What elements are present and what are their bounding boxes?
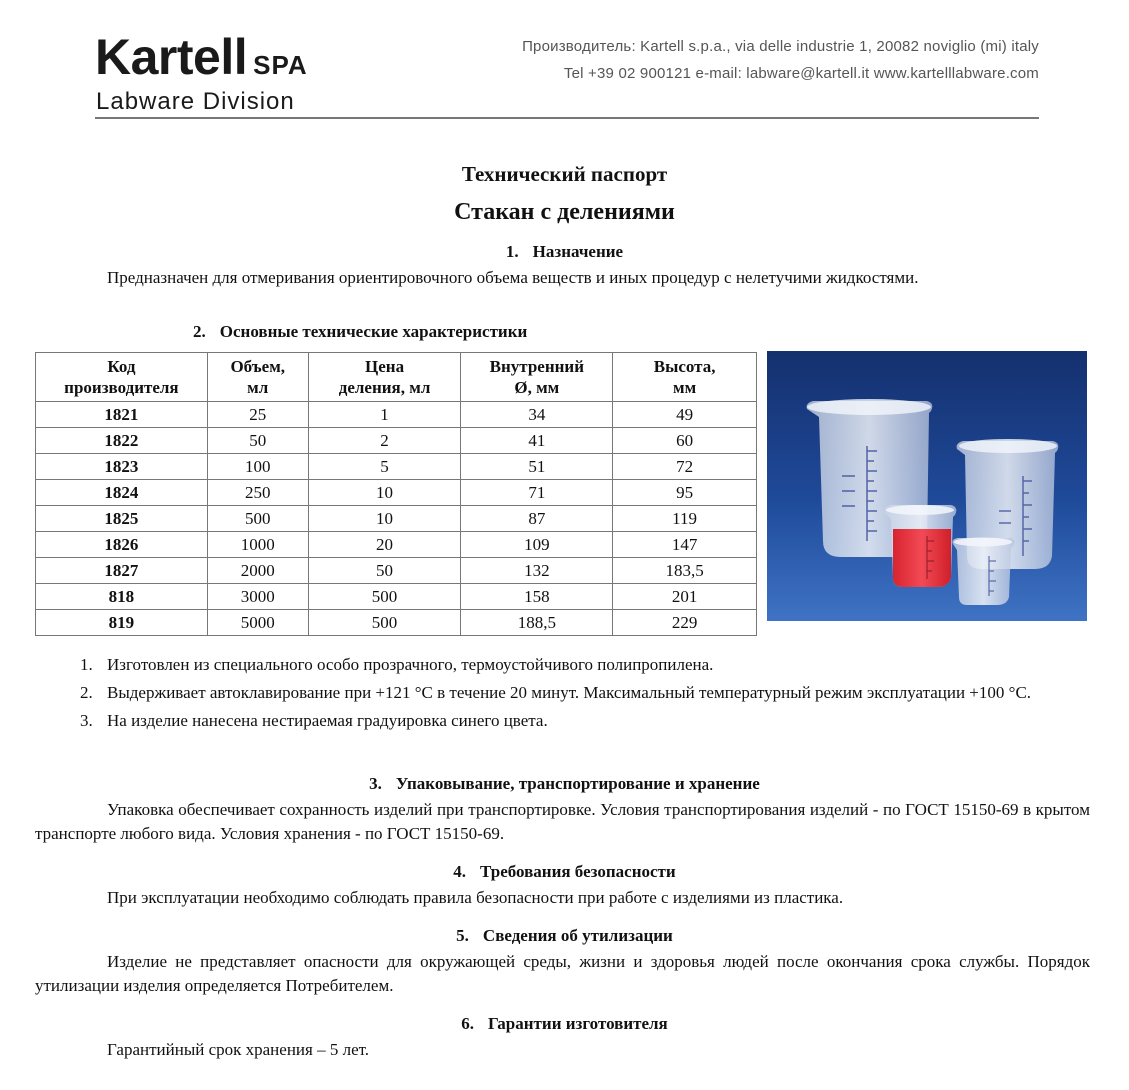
section-text-safety [35, 886, 1090, 910]
cell-code: 1827 [36, 558, 208, 584]
note-item [80, 653, 1090, 677]
section-heading-safety [0, 862, 1129, 882]
cell-division: 500 [308, 584, 461, 610]
cell-diameter: 41 [461, 428, 613, 454]
product-notes-list [80, 653, 1090, 737]
section-title: Требования безопасности [480, 862, 676, 881]
cell-diameter: 158 [461, 584, 613, 610]
column-header-volume: Объем, мл [207, 353, 308, 402]
cell-code: 1821 [36, 402, 208, 428]
cell-volume: 100 [207, 454, 308, 480]
section-text-packaging [35, 798, 1090, 846]
cell-code: 1826 [36, 532, 208, 558]
paragraph-text: Упаковка обеспечивает сохранность изделий при транспортировке. Условия транспортирования изделий - по ГОСТ 15150-69 в крытом транспорте любого вида. Условия хранения - по ГОСТ 15150-69. [35, 800, 1090, 843]
cell-volume: 500 [207, 506, 308, 532]
spec-table [35, 352, 757, 636]
cell-height: 229 [613, 610, 757, 636]
column-header-division: Цена деления, мл [308, 353, 461, 402]
note-item [80, 681, 1090, 705]
table-row [36, 610, 757, 636]
note-text: На изделие нанесена нестираемая градуировка синего цвета. [107, 711, 548, 730]
table-header-row [36, 353, 757, 402]
paragraph-text: Гарантийный срок хранения – 5 лет. [107, 1040, 370, 1059]
cell-diameter: 51 [461, 454, 613, 480]
table-row [36, 402, 757, 428]
section-heading-purpose [0, 242, 1129, 262]
cell-volume: 5000 [207, 610, 308, 636]
product-photo [767, 351, 1087, 621]
cell-diameter: 188,5 [461, 610, 613, 636]
table-row [36, 558, 757, 584]
table-row [36, 428, 757, 454]
cell-height: 72 [613, 454, 757, 480]
cell-code: 1824 [36, 480, 208, 506]
cell-division: 10 [308, 480, 461, 506]
cell-code: 1822 [36, 428, 208, 454]
cell-height: 49 [613, 402, 757, 428]
cell-volume: 250 [207, 480, 308, 506]
section-number: 3. [369, 774, 382, 793]
section-title: Упаковывание, транспортирование и хранение [395, 774, 760, 793]
cell-division: 1 [308, 402, 461, 428]
cell-diameter: 71 [461, 480, 613, 506]
cell-diameter: 132 [461, 558, 613, 584]
section-text-warranty [35, 1038, 1090, 1062]
section-number: 1. [505, 242, 519, 261]
manufacturer-address: Производитель: Kartell s.p.a., via delle industrie 1, 20082 noviglio (mi) italy [522, 38, 1039, 55]
cell-division: 20 [308, 532, 461, 558]
kartell-logo [95, 28, 308, 94]
cell-diameter: 34 [461, 402, 613, 428]
paragraph-text: Предназначен для отмеривания ориентировочного объема веществ и иных процедур с нелетучими жидкостями. [107, 268, 919, 287]
table-row [36, 506, 757, 532]
cell-height: 201 [613, 584, 757, 610]
cell-height: 119 [613, 506, 757, 532]
section-heading-packaging [0, 774, 1129, 794]
cell-height: 60 [613, 428, 757, 454]
cell-code: 1823 [36, 454, 208, 480]
section-number: 5. [456, 926, 469, 945]
column-header-code: Код производителя [36, 353, 208, 402]
cell-code: 1825 [36, 506, 208, 532]
cell-diameter: 87 [461, 506, 613, 532]
section-heading-specs [193, 322, 527, 342]
cell-diameter: 109 [461, 532, 613, 558]
cell-division: 10 [308, 506, 461, 532]
note-number: 1. [80, 655, 93, 674]
note-item [80, 709, 1090, 733]
section-number: 4. [453, 862, 467, 881]
note-text: Изготовлен из специального особо прозрачного, термоустойчивого полипропилена. [107, 655, 714, 674]
table-row [36, 584, 757, 610]
document-title: Технический паспорт [461, 162, 668, 186]
table-row [36, 480, 757, 506]
logo-suffix: SPA [253, 50, 308, 80]
cell-volume: 25 [207, 402, 308, 428]
cell-volume: 2000 [207, 558, 308, 584]
section-heading-disposal [0, 926, 1129, 946]
cell-height: 183,5 [613, 558, 757, 584]
small-beaker [953, 538, 1015, 606]
section-text-purpose [35, 266, 1090, 290]
section-title: Сведения об утилизации [482, 926, 673, 945]
section-number: 2. [193, 322, 206, 341]
note-number: 3. [80, 711, 93, 730]
paragraph-text: При эксплуатации необходимо соблюдать правила безопасности при работе с изделиями из пластика. [107, 888, 844, 907]
note-number: 2. [80, 683, 93, 702]
section-text-disposal [35, 950, 1090, 998]
cell-division: 2 [308, 428, 461, 454]
manufacturer-contacts: Tel +39 02 900121 e-mail: labware@kartell.it www.kartelllabware.com [563, 65, 1039, 82]
table-row [36, 532, 757, 558]
cell-volume: 50 [207, 428, 308, 454]
table-row [36, 454, 757, 480]
cell-division: 500 [308, 610, 461, 636]
document-subtitle: Стакан с делениями [454, 199, 675, 225]
paragraph-text: Изделие не представляет опасности для окружающей среды, жизни и здоровья людей после окончания срока службы. Порядок утилизации изделия определяется Потребителем. [35, 952, 1090, 995]
header-divider [95, 117, 1039, 119]
section-number: 6. [461, 1014, 474, 1033]
logo-brand: Kartell [95, 29, 248, 85]
cell-height: 147 [613, 532, 757, 558]
section-title: Назначение [532, 242, 624, 261]
section-title: Основные технические характеристики [219, 322, 528, 341]
column-header-diameter: Внутренний Ø, мм [461, 353, 613, 402]
section-heading-warranty [0, 1014, 1129, 1034]
cell-volume: 3000 [207, 584, 308, 610]
red-liquid-beaker [885, 505, 957, 587]
cell-height: 95 [613, 480, 757, 506]
logo-division: Labware Division [96, 88, 295, 115]
cell-code: 818 [36, 584, 208, 610]
cell-code: 819 [36, 610, 208, 636]
cell-volume: 1000 [207, 532, 308, 558]
beakers-illustration [767, 351, 1087, 621]
section-title: Гарантии изготовителя [487, 1014, 668, 1033]
cell-division: 5 [308, 454, 461, 480]
cell-division: 50 [308, 558, 461, 584]
note-text: Выдерживает автоклавирование при +121 °С в течение 20 минут. Максимальный температурный режим эксплуатации +100 °С. [107, 683, 1032, 702]
column-header-height: Высота, мм [613, 353, 757, 402]
